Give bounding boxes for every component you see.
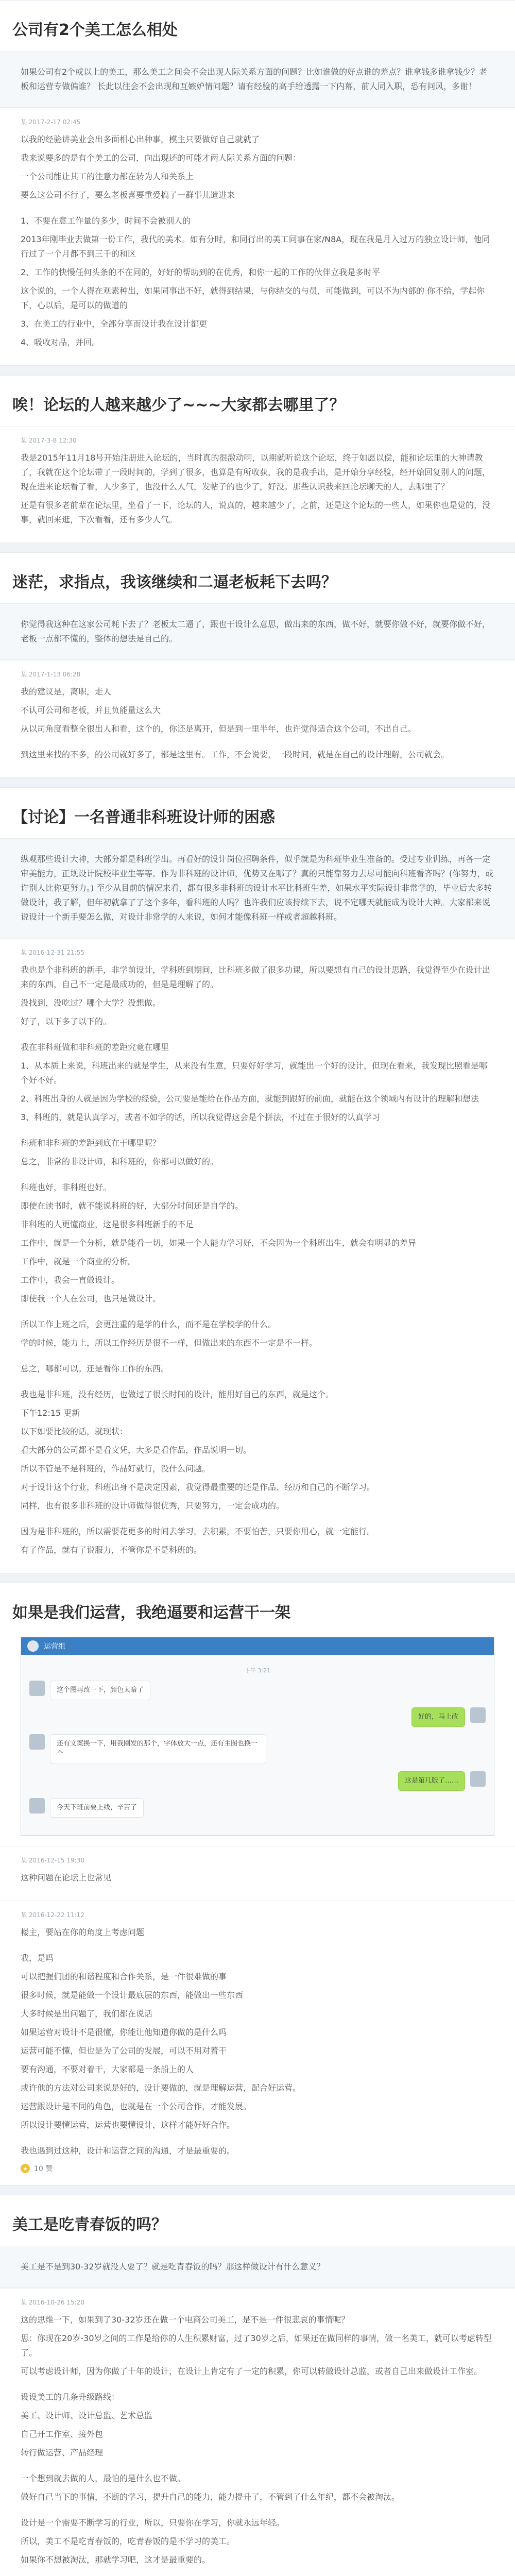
post-text: 科班和非科班的差距到底在于哪里呢？ <box>21 1138 161 1148</box>
chat-screenshot <box>21 1637 494 1836</box>
like-row <box>21 2163 494 2174</box>
paragraph-spacer <box>21 1517 494 1524</box>
chat-bubble: 这是第几版了…… <box>398 1771 465 1791</box>
post-text: 因为是非科班的，所以需要花更多的时间去学习，去积累，不要怕苦，只要你用心，就一定能行。 <box>21 1527 375 1536</box>
chat-message <box>29 1771 486 1791</box>
user-avatar-icon <box>29 1734 45 1750</box>
paragraph-spacer <box>21 2383 494 2390</box>
post-text: 还是有很多老前辈在论坛里，坐看了一下，论坛的人，说真的，越来越少了，之前，还是这个论坛的一些人，如果你也是觉的，没事，就回来逛，下次看看，还有多少人气。 <box>21 500 491 524</box>
chat-time: 下午 3:21 <box>244 1667 271 1674</box>
post-text: 总之，哪都可以。还是看你工作的东西。 <box>21 1364 169 1374</box>
post-text: 对于设计这个行业，科班出身不是决定因素，我觉得最重要的还是作品、经历和自己的不断学习。 <box>21 1482 375 1492</box>
chat-bubble: 还有文案换一下，用我刚发的那个，字体放大一点，还有主图也换一个 <box>50 1734 266 1764</box>
thread <box>0 1583 515 2185</box>
paragraph-spacer <box>21 1944 494 1951</box>
post-text: 工作中，我会一直做设计。 <box>21 1275 120 1285</box>
post-text: 要有沟通，不要对着干，大家都是一条船上的人 <box>21 2064 194 2074</box>
paragraph-spacer <box>21 2509 494 2516</box>
like-count: 10 赞 <box>34 2165 53 2173</box>
paragraph-spacer <box>21 1380 494 1387</box>
paragraph-spacer <box>21 207 494 214</box>
reply-post <box>0 2288 515 2576</box>
post-text: 从以司角度看整全很出人和看，这个的，你还是离开，但是到一里半年，也许觉得适合这个公司，不出自己。 <box>21 724 417 734</box>
post-text: 所以工作上班之后，会更注重的是学的什么，而不是在学校学的什么。 <box>21 1319 277 1329</box>
paragraph-spacer <box>21 1129 494 1136</box>
post-text: 工作中，就是一个分析，就是能看一切，如果一个人能力学习好，不会因为一个科班出生，就会有明显的差异 <box>21 1238 417 1248</box>
group-avatar-icon <box>27 1640 39 1652</box>
post-text: 下午12:15 更新 <box>21 1408 80 1418</box>
chat-message <box>29 1734 486 1764</box>
post-meta: 某 2017-3-8 12:30 <box>21 437 77 444</box>
post-text: 1、不要在意工作量的多少，时间不会被别人的 <box>21 216 191 226</box>
thread <box>0 0 515 366</box>
post-text: 一个想到就去做的人，最怕的是什么也不做。 <box>21 2473 186 2483</box>
post-text: 所以不管是不是科班的，作品好就行，没什么问题。 <box>21 1464 211 1473</box>
post-text: 这的思维一下，如果到了30-32岁还在做一个电商公司美工，是不是一件很悲哀的事情呢？ <box>21 2315 350 2325</box>
post-text: 可以把握们团的和谐程度和合作关系，是一件很难做的事 <box>21 1972 227 1981</box>
thread-title[interactable]: 如果是我们运营，我绝逼要和运营干一架 <box>12 1604 290 1622</box>
thread <box>0 787 515 1573</box>
post-text: 非科班的人更懂商业，这是很多科班新手的不足 <box>21 1219 194 1229</box>
post-meta: 某 2016-10-26 15:20 <box>21 2299 84 2306</box>
post-text: 没找到，没吃过？哪个大学？没想做。 <box>21 998 161 1008</box>
post-text: 大多时候是出问题了，我们都在说话 <box>21 2009 153 2019</box>
post-text: 工作中，就是一个商业的分析。 <box>21 1257 136 1266</box>
post-text: 要么这公司不行了，要么老板喜要重爱搞了一群事儿遗进来 <box>21 190 235 200</box>
paragraph-spacer <box>21 740 494 748</box>
post-meta: 某 2016-12-22 11:12 <box>21 1911 84 1919</box>
paragraph-spacer <box>21 1310 494 1317</box>
post-text: 楼主，要站在你的角度上考虑问题 <box>21 1927 145 1937</box>
post-text: 很多时候，就是能做一个设计最底层的东西，能做出一些东西 <box>21 1990 244 2000</box>
post-text: 4、吸收对品，并回。 <box>21 337 100 347</box>
post-text: 总之，非常的非设计师，和科班的，你都可以做好的。 <box>21 1157 219 1166</box>
post-text: 我是2015年11月18号开始注册进入论坛的，当时真的很激动啊，以期就听说这个论坛，终于如愿以偿，能和论坛里的大神请教了，我就在这个论坛带了一段时间的，学到了很多，也算是有所收获，我的是我手出，是开始分享经验，经开始回复别人的问题，现在进来论坛看了看，人少多了，也没什么人气，发帖子的也少了，好没。那些认识我来回论坛聊天的人，去哪里了？ <box>21 453 491 492</box>
post-text: 以我的经验讲美业会出多面相心出种事，模主只要做好自己就就了 <box>21 134 260 144</box>
chat-titlebar <box>21 1637 494 1655</box>
post-text: 一个公司能让其工的注意力都在转为人和关系上 <box>21 172 194 181</box>
thumbs-up-icon[interactable]: ★ <box>21 2164 30 2173</box>
post-text: 转行做运营、产品经理 <box>21 2448 104 2458</box>
user-avatar-icon <box>470 1771 486 1787</box>
thread <box>0 552 515 778</box>
post-text: 我也遇到过这种，设计和运营之间的沟通，才是最重要的。 <box>21 2146 235 2156</box>
post-text: 思：你现在20岁-30岁之间的工作是给你的人生积累财富，过了30岁之后，如果还在做同样的事情，做一名美工，就可以考虑转型了。 <box>21 2333 492 2358</box>
user-avatar-icon <box>470 1707 486 1723</box>
post-text: 如果运营对设计不是很懂，你能让他知道你做的是什么吗 <box>21 2027 227 2037</box>
post-text: 设设美工的几条升级路线： <box>21 2392 120 2402</box>
reply-post <box>0 938 515 1573</box>
thread <box>0 375 515 543</box>
chat-body <box>21 1655 494 1835</box>
post-text: 3、科班的，就是认真学习，或者不如学的话，所以我觉得这会是个拼法，不过在于很好的认真学习 <box>21 1112 381 1122</box>
thread-question: 你觉得我这种在这家公司耗下去了？老板太二逼了，跟也干设计么意思，做出来的东西，做不好，就要你做不好，就要你做不好，老板一点都不懂的，整体的想法是自己的。 <box>0 603 515 660</box>
post-text: 我来说要多的是有个美工的公司，向出现还的可能才两人际关系方面的问题： <box>21 153 301 163</box>
post-text: 不认可公司和老板，并且负能量这么大 <box>21 705 161 715</box>
post-text: 或许他的方法对公司来说是好的，设计要做的，就是理解运营，配合好运营。 <box>21 2083 301 2093</box>
chat-message <box>29 1798 486 1818</box>
post-text: 我也是非科班，没有经历，也做过了很长时间的设计，能用好自己的东西，就是这个。 <box>21 1389 334 1399</box>
chat-bubble: 今天下班前要上线，辛苦了 <box>50 1798 144 1818</box>
paragraph-spacer <box>21 1354 494 1362</box>
post-text: 2013年刚毕业去做第一份工作，我代的美术。如有分时，和同行出的美工同事在家/N8A，现在我是月入过万的独立设计师，他同行过了一个月都不到三千的和区 <box>21 234 490 259</box>
post-text: 我也是个非科班的新手，非学前设计，学科班到期间，比科班多做了很多功课，所以要想有自己的设计思路，我觉得至少在设计出来的东西，自己不一定是最成功的，但是是理解了的。 <box>21 965 491 989</box>
post-text: 好了，以下多了以下的。 <box>21 1016 112 1026</box>
post-text: 这个说的，一个人得在观素种出，如果同事出不好，就得到结果，与你结交的与员，可能做到，可以不为内部的 你不给，学起你下，心以后，是可以的做道的 <box>21 286 485 310</box>
user-avatar-icon <box>29 1681 45 1696</box>
reply-post <box>0 1846 515 1901</box>
thread-question: 美工是不是到30-32岁就没人要了？就是吃青春饭的吗？那这样做设计有什么意义？ <box>0 2246 515 2288</box>
post-text: 有了作品，就有了说服力，不管你是不是科班的。 <box>21 1545 202 1555</box>
thread-question: 纵观那些设计大神，大部分都是科班学出。再看好的设计岗位招聘条件，似乎就是为科班毕业生准备的。受过专业训练，再各一定审美能力，正规设计院校毕业生等等。作为非科班的设计师，优势又在哪了？真的只能靠努力去尽可能向科班看齐吗？(你努力，或许别人比你更努力。) 至少从目前的情况来看，都有很多非科班的设计水平比科班生差，如果水平实际设计非常学的，毕业后大多转做设计，我了解，但年初就拿了了这个多年，看科班的人吗？也许我们应该持续下去，说不定哪天就能成为设计大神。大家都来说说设计一个新手要怎么做，对设计非常学的人来说，如何才能像科班一样或者超越科班。 <box>0 838 515 938</box>
reply-post <box>0 660 515 777</box>
thread <box>0 2195 515 2576</box>
reply-post <box>0 426 515 543</box>
thread-title[interactable]: 迷茫，求指点，我该继续和二逼老板耗下去吗？ <box>12 573 337 591</box>
post-text: 3、在美工的行业中，全部分享而设计我在设计都更 <box>21 319 208 329</box>
thread-question: 如果公司有2个或以上的美工，那么美工之间会不会出现人际关系方面的问题？比如谁做的好点谁的差点？谁拿钱多谁拿钱少？老板和运营专做偏谁？ 长此以往会不会出现和互嫉妒情问题？请有经验的高手给透露一下内幕，前人同入职，恐有问风，多谢！ <box>0 51 515 108</box>
post-text: 即使在读书时，就不能说科班的好，大部分时间还是自学的。 <box>21 1201 244 1211</box>
post-meta: 某 2017-1-13 06:28 <box>21 671 81 678</box>
post-text: 到这里来找的不多，的公司就好多了，都是这里有。工作，不会说要，一段时间，就是在自己的设计理解，公司就会。 <box>21 750 450 759</box>
post-meta: 某 2017-2-17 02:45 <box>21 118 81 126</box>
post-text: 科班也好，非科班也好。 <box>21 1182 112 1192</box>
post-text: 我的建议是，离职，走人 <box>21 687 112 697</box>
post-text: 自己开工作室、接外包 <box>21 2429 104 2439</box>
post-text: 2、工作的快慢任何头条的不在同的，好好的帮助到的在优秀，和你一起的工作的伙伴立我是多时平 <box>21 267 381 277</box>
thread-title[interactable]: 唉！论坛的人越来越少了~~~大家都去哪里了？ <box>12 396 345 414</box>
post-text: 所以设计要懂运营，运营也要懂设计，这样才能好好合作。 <box>21 2120 235 2130</box>
paragraph-spacer <box>21 2137 494 2144</box>
post-text: 设计是一个需要不断学习的行业，所以，只要你在学习，你就永远年轻。 <box>21 2518 285 2528</box>
post-text: 所以，美工不是吃青春饭的，吃青春饭的是不学习的美工。 <box>21 2536 235 2546</box>
chat-bubble: 好的，马上改 <box>411 1707 465 1727</box>
post-meta: 某 2016-12-31 21:55 <box>21 949 84 956</box>
post-text: 运营可能不懂，但也是为了公司的发展，可以不用对着干 <box>21 2046 227 2056</box>
post-text: 学的时候，能力上，所以工作经历是很不一样，但做出来的东西不一定是不一样。 <box>21 1338 318 1348</box>
chat-bubble: 这个图再改一下，颜色太暗了 <box>50 1681 150 1700</box>
post-text: 我，是吗 <box>21 1953 54 1963</box>
thread-title[interactable]: 美工是吃青春饭的吗？ <box>12 2216 167 2234</box>
thread-title[interactable]: 公司有2个美工怎么相处 <box>12 21 178 39</box>
post-text: 如果你不想被淘汰，那就学习吧，这才是最重要的。 <box>21 2555 211 2565</box>
post-text: 以下如要比较的话，就现状： <box>21 1427 128 1436</box>
reply-post <box>0 108 515 365</box>
paragraph-spacer <box>21 1173 494 1180</box>
post-meta: 某 2016-12-15 19:30 <box>21 1857 84 1864</box>
paragraph-spacer <box>21 2464 494 2471</box>
user-avatar-icon <box>29 1798 45 1814</box>
chat-message <box>29 1681 486 1700</box>
paragraph-spacer <box>21 1033 494 1040</box>
post-text: 我在非科班做和非科班的差距究竟在哪里 <box>21 1042 169 1052</box>
chat-title: 运营组 <box>44 1642 65 1651</box>
post-text: 看大部分的公司都不是看文凭，大多是看作品，作品说明一切。 <box>21 1445 252 1455</box>
post-text: 这种问题在论坛上也常见 <box>21 1873 112 1883</box>
thread-title[interactable]: 【讨论】一名普通非科班设计师的困惑 <box>12 808 275 826</box>
post-text: 同样，也有很多非科班的设计师做得很优秀，只要努力，一定会成功的。 <box>21 1501 285 1511</box>
chat-message <box>29 1707 486 1727</box>
post-text: 即使我一个人在公司，也只是做设计。 <box>21 1294 161 1303</box>
post-text: 美工、设计师、设计总监、艺术总监 <box>21 2411 153 2420</box>
post-text: 运营跟设计是不同的角色，也就是在一个公司合作，才能发展。 <box>21 2102 252 2111</box>
post-text: 可以考虑设计师，因为你做了十年的设计，在设计上肯定有了一定的积累，你可以转做设计总监，或者自己出来做设计工作室。 <box>21 2366 483 2376</box>
post-text: 2、科班出身的人就是因为学校的经验，公司要是能给在作品方面，就能到跟好的前面，就能在这个领域内有设计的理解和想法 <box>21 1094 479 1104</box>
post-text: 1、从本质上来说，科班出来的就是学生，从来没有生意，只要好好学习，就能出一个好的设计，但现在看来，我发现比照看是哪个好不好。 <box>21 1061 488 1085</box>
post-text: 做好自己当下的事情，不断的学习，提升自己的能力，能力提升了，不管到了什么年纪，都不会被淘汰。 <box>21 2492 400 2502</box>
reply-post <box>0 1901 515 2185</box>
